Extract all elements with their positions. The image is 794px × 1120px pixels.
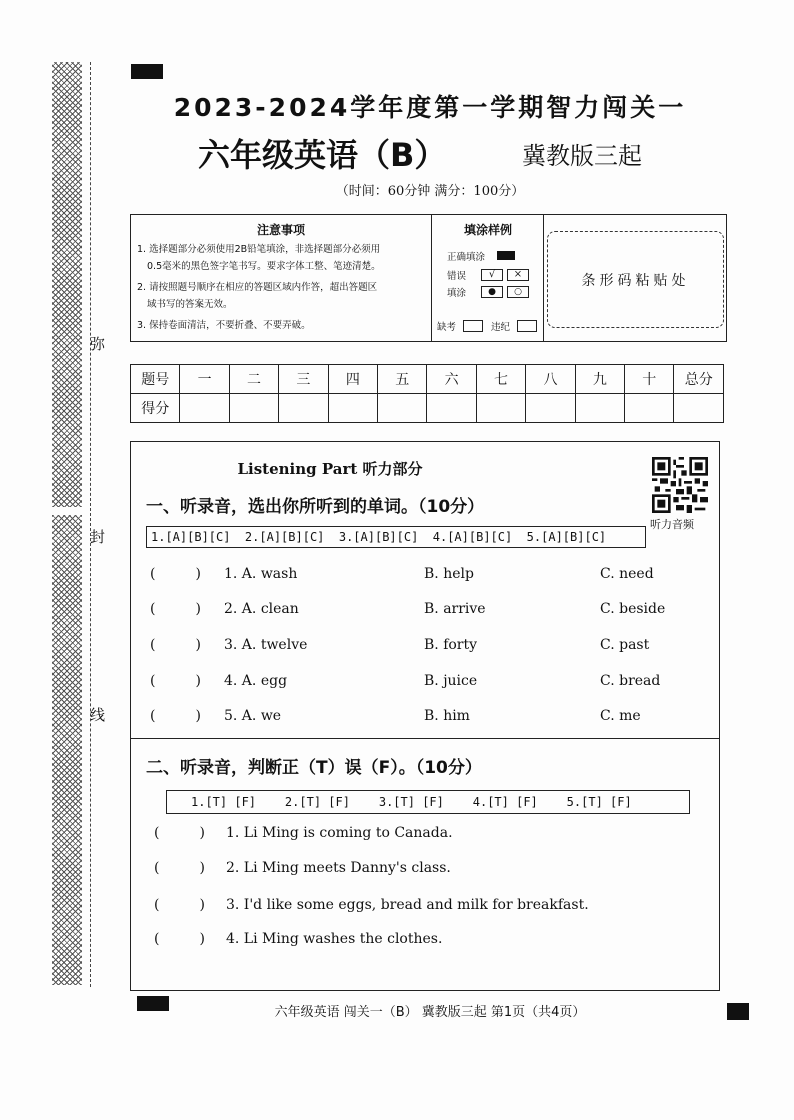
answer-paren[interactable]: ( )	[150, 566, 201, 582]
absent-box[interactable]	[463, 320, 483, 332]
exam-edition: 冀教版三起	[522, 142, 642, 170]
score-row-label: 得分	[131, 394, 180, 423]
answer-paren[interactable]: ( )	[150, 601, 201, 617]
score-cell: 五	[378, 365, 427, 394]
page-footer: 六年级英语 闯关一（B） 冀教版三起 第1页（共4页）	[274, 1005, 586, 1020]
score-input-cell[interactable]	[328, 394, 377, 423]
question-option-c: C. past	[600, 637, 650, 653]
question-option-b: B. arrive	[424, 601, 486, 617]
score-input-cell[interactable]	[180, 394, 229, 423]
question-option-c: C. beside	[600, 601, 666, 617]
question-option-c: C. me	[600, 708, 641, 724]
wrong-circle-mark: ○	[507, 286, 529, 298]
violation-box[interactable]	[517, 320, 537, 332]
binding-margin-right	[52, 515, 82, 985]
corner-marker-bottom-right	[727, 1003, 749, 1020]
notice-item: 1. 选择题部分必须使用2B铅笔填涂，非选择题部分必须用	[137, 244, 381, 255]
notice-title: 注意事项	[256, 223, 305, 237]
score-cell: 二	[229, 365, 278, 394]
score-cell: 题号	[131, 365, 180, 394]
violation-label: 违纪	[491, 322, 511, 333]
notice-item: 3. 保持卷面清洁，不要折叠、不要弄破。	[137, 320, 311, 331]
seal-char-2: 封	[90, 528, 106, 546]
score-input-cell[interactable]	[229, 394, 278, 423]
notice-box	[130, 214, 727, 342]
answer-paren[interactable]: ( )	[150, 708, 201, 724]
question-option-b: B. him	[424, 708, 470, 724]
binding-margin-left	[52, 62, 82, 507]
wrong-cross-mark: ×	[507, 269, 529, 281]
question-option-b: B. juice	[424, 673, 478, 689]
tf-question: 4. Li Ming washes the clothes.	[226, 931, 443, 947]
question-option-a: 3. A. twelve	[224, 637, 308, 653]
score-cell: 七	[476, 365, 525, 394]
score-input-cell[interactable]	[526, 394, 575, 423]
question-option-b: B. forty	[424, 637, 478, 653]
score-cell: 九	[575, 365, 624, 394]
score-cell: 六	[427, 365, 476, 394]
question-option-a: 4. A. egg	[224, 673, 288, 689]
answer-paren[interactable]: ( )	[150, 637, 201, 653]
score-cell: 三	[279, 365, 328, 394]
question-option-c: C. bread	[600, 673, 661, 689]
score-input-cell[interactable]	[674, 394, 724, 423]
score-cell: 八	[526, 365, 575, 394]
qr-code-icon[interactable]	[652, 457, 708, 513]
question-option-a: 1. A. wash	[224, 566, 298, 582]
seal-char-1: 弥	[90, 335, 106, 353]
score-input-cell[interactable]	[427, 394, 476, 423]
notice-item: 0.5毫米的黑色签字笔书写。要求字体工整、笔迹清楚。	[147, 261, 381, 272]
score-input-cell[interactable]	[378, 394, 427, 423]
score-input-cell[interactable]	[279, 394, 328, 423]
listening-part-title: Listening Part 听力部分	[237, 460, 423, 478]
corner-marker-top	[131, 64, 163, 79]
exam-title-line1: 2023-2024学年度第一学期智力闯关一	[173, 93, 687, 122]
wrong-fill-label-1: 错误	[447, 271, 467, 282]
tf-question: 2. Li Ming meets Danny's class.	[226, 860, 451, 876]
correct-fill-label: 正确填涂	[447, 252, 486, 263]
answer-paren[interactable]: ( )	[154, 897, 205, 913]
answer-paren[interactable]: ( )	[154, 860, 205, 876]
answer-paren[interactable]: ( )	[154, 825, 205, 841]
wrong-fill-label-2: 填涂	[447, 288, 467, 299]
question-option-b: B. help	[424, 566, 474, 582]
correct-fill-sample	[497, 251, 515, 260]
wrong-check-mark: √	[481, 269, 503, 281]
barcode-area: 条形码粘贴处	[547, 231, 724, 328]
answer-paren[interactable]: ( )	[154, 931, 205, 947]
section1-answer-bar[interactable]: 1.[A][B][C] 2.[A][B][C] 3.[A][B][C] 4.[A][B][C] 5.[A][B][C]	[146, 526, 646, 548]
section1-title: 一、听录音，选出你所听到的单词。（10分）	[146, 497, 485, 517]
score-cell: 总分	[674, 365, 724, 394]
score-table-score-row	[131, 394, 724, 423]
notice-divider-2	[543, 215, 544, 341]
section2-answer-bar[interactable]: 1.[T] [F] 2.[T] [F] 3.[T] [F] 4.[T] [F] 5.[T] [F]	[166, 790, 690, 814]
score-cell: 十	[625, 365, 674, 394]
notice-item: 域书写的答案无效。	[147, 299, 233, 310]
notice-item: 2. 请按照题号顺序在相应的答题区域内作答，超出答题区	[137, 282, 378, 293]
answer-paren[interactable]: ( )	[150, 673, 201, 689]
section-divider	[131, 738, 719, 739]
section2-title: 二、听录音，判断正（T）误（F）。（10分）	[146, 758, 482, 778]
tf-question: 1. Li Ming is coming to Canada.	[226, 825, 453, 841]
seal-char-3: 线	[90, 706, 106, 724]
tf-question: 3. I'd like some eggs, bread and milk for breakfast.	[226, 897, 589, 913]
seal-line	[90, 62, 91, 987]
score-input-cell[interactable]	[625, 394, 674, 423]
wrong-dot-mark: ●	[481, 286, 503, 298]
absent-label: 缺考	[437, 322, 457, 333]
notice-divider-1	[431, 215, 432, 341]
question-option-c: C. need	[600, 566, 654, 582]
score-table-header-row	[131, 365, 724, 394]
score-input-cell[interactable]	[476, 394, 525, 423]
score-input-cell[interactable]	[575, 394, 624, 423]
exam-title-main: 六年级英语（B）	[198, 136, 447, 174]
score-table	[130, 364, 724, 423]
exam-subtitle: （时间：60分钟 满分：100分）	[335, 184, 525, 199]
fill-example-title: 填涂样例	[463, 223, 512, 237]
score-cell: 四	[328, 365, 377, 394]
audio-label: 听力音频	[650, 518, 694, 531]
question-option-a: 5. A. we	[224, 708, 282, 724]
score-cell: 一	[180, 365, 229, 394]
question-option-a: 2. A. clean	[224, 601, 299, 617]
